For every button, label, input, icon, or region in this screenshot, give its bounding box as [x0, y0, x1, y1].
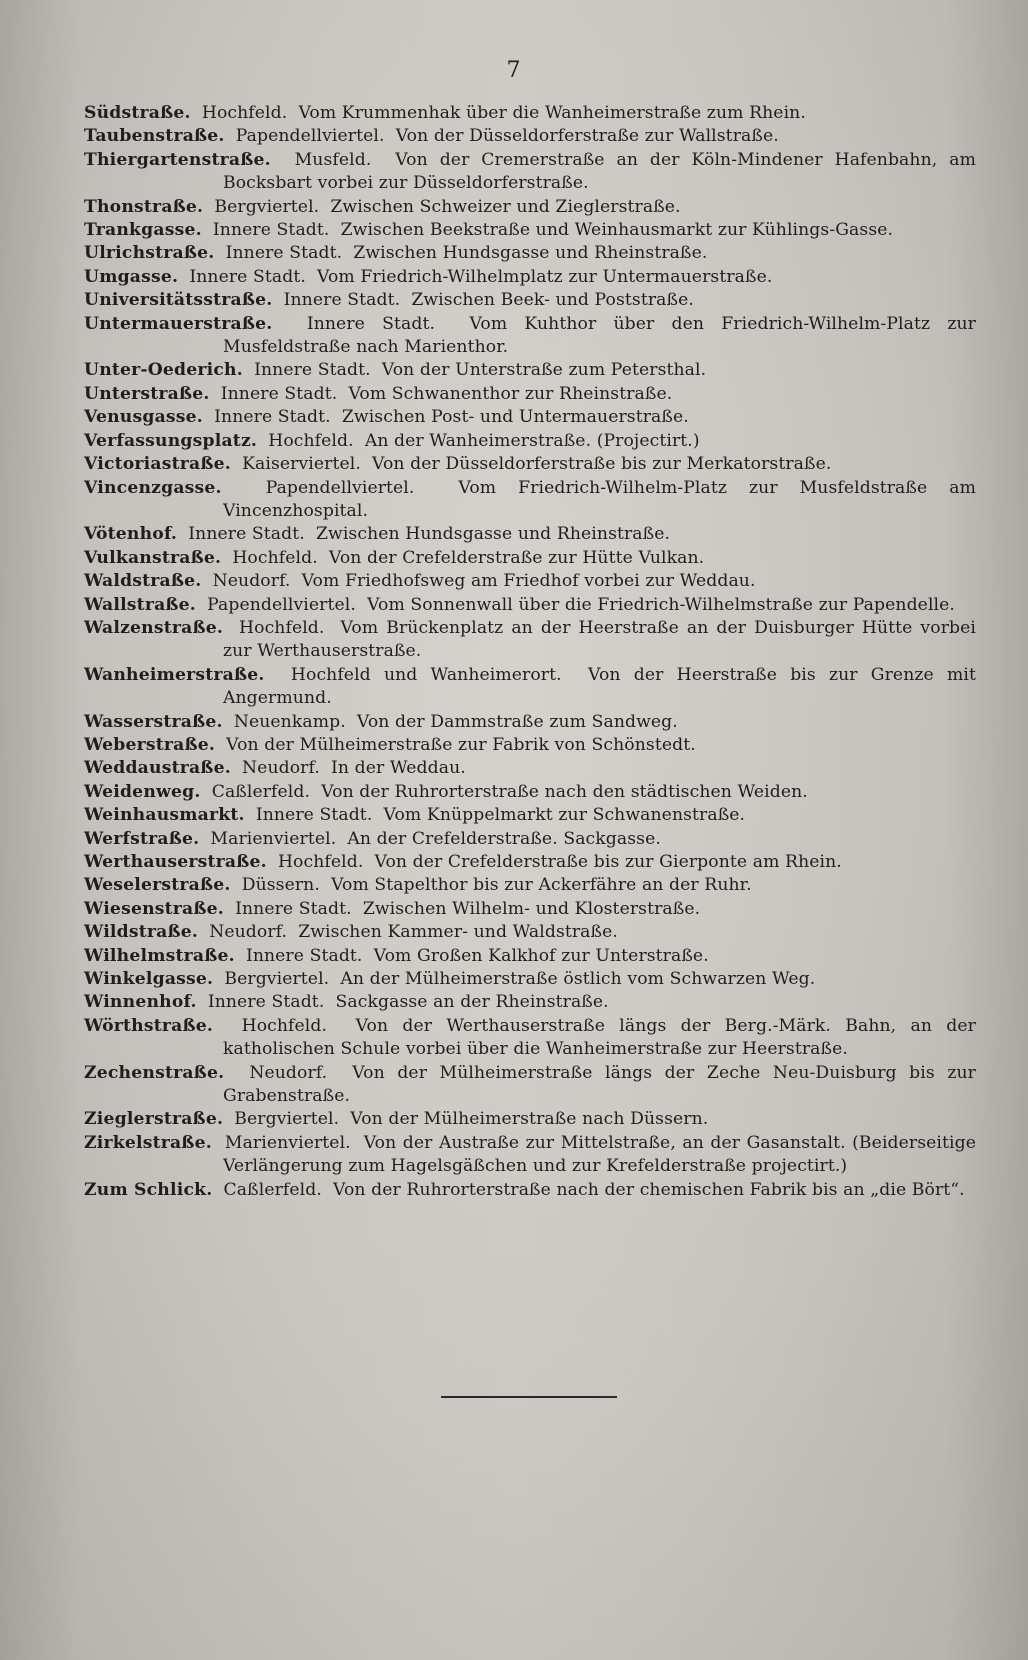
- district-name: Neudorf.: [249, 1062, 328, 1083]
- street-name: Thiergartenstraße.: [84, 149, 271, 170]
- street-description: Zwischen Wilhelm- und Klosterstraße.: [362, 898, 701, 919]
- street-description: Zwischen Beekstraße und Weinhausmarkt zur Kühlings-Gasse.: [340, 220, 894, 241]
- street-entry: [84, 594, 976, 617]
- district-name: Bergviertel.: [214, 196, 320, 217]
- street-description: Von der Düsseldorferstraße zur Wallstraße.: [395, 126, 779, 147]
- street-name: Wanheimerstraße.: [84, 664, 265, 685]
- district-name: Innere Stadt.: [245, 945, 363, 966]
- street-description: Vom Sonnenwall über die Friedrich-Wilhelmstraße zur Papendelle.: [367, 594, 955, 615]
- street-name: Weinhausmarkt.: [84, 805, 245, 826]
- street-name: Wörthstraße.: [84, 1015, 214, 1036]
- district-name: Papendellviertel.: [207, 594, 356, 615]
- street-entry: [84, 125, 976, 148]
- street-entry: [84, 313, 976, 360]
- district-name: Innere Stadt.: [235, 898, 352, 919]
- street-description: Zwischen Post- und Untermauerstraße.: [341, 407, 689, 428]
- district-name: Bergviertel.: [234, 1109, 340, 1130]
- street-entry: [84, 523, 976, 546]
- district-name: Caßlerfeld.: [211, 781, 311, 802]
- district-name: Innere Stadt.: [214, 407, 331, 428]
- street-name: Verfassungsplatz.: [84, 430, 258, 451]
- street-description: An der Mülheimerstraße östlich vom Schwarzen Weg.: [340, 969, 816, 990]
- street-description: Von der Werthauserstraße längs der Berg.-Märk. Bahn, an der katholischen Schule vorbei über die Wanheimerstraße zur Heerstraße.: [223, 1015, 976, 1060]
- street-name: Zum Schlick.: [84, 1179, 213, 1200]
- street-name: Taubenstraße.: [84, 126, 225, 147]
- street-entry: [84, 477, 976, 524]
- district-name: Bergviertel.: [224, 969, 330, 990]
- street-entry: [84, 149, 976, 196]
- district-name: Hochfeld.: [241, 1015, 328, 1036]
- street-name: Weidenweg.: [84, 781, 201, 802]
- street-entry: [84, 617, 976, 664]
- street-description: Vom Brückenplatz an der Heerstraße an der Duisburger Hütte vorbei zur Werthauserstraße.: [223, 617, 976, 662]
- street-entry: [84, 1179, 976, 1202]
- street-entry: [84, 1108, 976, 1131]
- street-description: Von der Dammstraße zum Sandweg.: [356, 711, 678, 732]
- street-name: Universitätsstraße.: [84, 290, 273, 311]
- district-name: Neuenkamp.: [233, 711, 346, 732]
- street-entry: [84, 898, 976, 921]
- street-description: Vom Krummenhak über die Wanheimerstraße zum Rhein.: [298, 103, 806, 123]
- district-name: Innere Stadt.: [189, 266, 306, 287]
- district-name: Hochfeld.: [239, 617, 325, 638]
- street-entry: [84, 406, 976, 429]
- street-entry: [84, 266, 976, 289]
- district-name: Innere Stadt.: [220, 383, 338, 404]
- street-entry: [84, 968, 976, 991]
- street-description: An der Crefelderstraße. Sackgasse.: [347, 828, 661, 849]
- street-description: Von der Mülheimerstraße nach Düssern.: [350, 1109, 709, 1130]
- street-name: Südstraße.: [84, 103, 191, 123]
- street-entry: [84, 102, 976, 125]
- street-description: Vom Friedrich-Wilhelmplatz zur Untermauerstraße.: [317, 266, 773, 287]
- district-name: Innere Stadt.: [283, 290, 401, 311]
- street-entry: [84, 874, 976, 897]
- street-description: Vom Friedhofsweg am Friedhof vorbei zur Weddau.: [301, 571, 756, 592]
- street-name: Werthauserstraße.: [84, 852, 267, 872]
- street-description: Zwischen Hundsgasse und Rheinstraße.: [315, 524, 671, 545]
- street-description: Vom Kuhthor über den Friedrich-Wilhelm-Platz zur Musfeldstraße nach Marienthor.: [223, 313, 976, 358]
- street-name: Werfstraße.: [84, 828, 200, 849]
- street-name: Unter-Oederich.: [84, 360, 243, 381]
- page-number: 7: [506, 58, 522, 83]
- district-name: Papendellviertel.: [265, 477, 415, 498]
- street-description: Von der Ruhrorterstraße nach der chemischen Fabrik bis an „die Bört“.: [333, 1179, 965, 1200]
- street-name: Trankgasse.: [84, 220, 202, 241]
- street-name: Weddaustraße.: [84, 758, 231, 779]
- street-description: Zwischen Kammer- und Waldstraße.: [298, 922, 618, 943]
- district-name: Innere Stadt.: [188, 524, 305, 545]
- street-entry: [84, 851, 976, 874]
- district-name: Hochfeld.: [201, 103, 288, 123]
- street-description: Zwischen Beek- und Poststraße.: [411, 290, 694, 311]
- district-name: Hochfeld.: [232, 547, 318, 568]
- street-entry: [84, 242, 976, 265]
- street-description: Von der Crefelderstraße zur Hütte Vulkan.: [328, 547, 705, 568]
- district-name: Innere Stadt.: [225, 243, 343, 264]
- street-name: Ulrichstraße.: [84, 243, 215, 264]
- street-name: Zieglerstraße.: [84, 1109, 224, 1130]
- street-description: Vom Großen Kalkhof zur Unterstraße.: [373, 945, 709, 966]
- street-name: Wildstraße.: [84, 922, 199, 943]
- street-description: Von der Düsseldorferstraße bis zur Merkatorstraße.: [372, 454, 832, 475]
- street-name: Vincenzgasse.: [84, 477, 222, 498]
- street-description: Zwischen Hundsgasse und Rheinstraße.: [353, 243, 708, 264]
- street-entry: [84, 945, 976, 968]
- street-entry: [84, 453, 976, 476]
- street-description: Sackgasse an der Rheinstraße.: [335, 992, 609, 1013]
- street-entry: [84, 781, 976, 804]
- street-entry: [84, 570, 976, 593]
- district-name: Düssern.: [241, 875, 320, 896]
- street-entry: [84, 547, 976, 570]
- district-name: Hochfeld.: [268, 430, 354, 451]
- street-name: Vulkanstraße.: [84, 547, 222, 568]
- street-entry: [84, 757, 976, 780]
- street-description: Vom Friedrich-Wilhelm-Platz zur Musfeldstraße am Vincenzhospital.: [223, 477, 976, 521]
- street-name: Wilhelmstraße.: [84, 945, 235, 966]
- street-description: Von der Crefelderstraße bis zur Gierponte am Rhein.: [374, 852, 842, 872]
- street-entry: [84, 196, 976, 219]
- street-entry: [84, 664, 976, 711]
- street-description: Zwischen Schweizer und Zieglerstraße.: [330, 196, 681, 217]
- street-entry: [84, 359, 976, 382]
- street-description: An der Wanheimerstraße. (Projectirt.): [364, 430, 700, 451]
- street-name: Untermauerstraße.: [84, 313, 273, 334]
- district-name: Marienviertel.: [210, 828, 337, 849]
- street-description: Vom Knüppelmarkt zur Schwanenstraße.: [383, 805, 746, 826]
- district-name: Innere Stadt.: [212, 220, 330, 241]
- street-description: Vom Stapelthor bis zur Ackerfähre an der Ruhr.: [331, 875, 752, 896]
- district-name: Neudorf.: [212, 571, 291, 592]
- street-name: Vötenhof.: [84, 524, 178, 545]
- district-name: Caßlerfeld.: [223, 1179, 322, 1200]
- district-name: Innere Stadt.: [306, 313, 436, 334]
- street-entry: [84, 991, 976, 1014]
- street-description: Von der Heerstraße bis zur Grenze mit Angermund.: [223, 664, 976, 709]
- street-name: Weselerstraße.: [84, 875, 231, 896]
- street-entry: [84, 828, 976, 851]
- street-name: Unterstraße.: [84, 383, 210, 404]
- street-name: Umgasse.: [84, 266, 179, 287]
- street-entry: [84, 383, 976, 406]
- street-entry: [84, 734, 976, 757]
- district-name: Hochfeld.: [277, 852, 364, 872]
- street-entry: [84, 219, 976, 242]
- street-name: Winkelgasse.: [84, 969, 214, 990]
- district-name: Neudorf.: [209, 922, 288, 943]
- street-entry: [84, 711, 976, 734]
- street-description: Von der Ruhrorterstraße nach den städtischen Weiden.: [321, 781, 808, 802]
- street-description: Von der Austraße zur Mittelstraße, an der Gasanstalt. (Beiderseitige Verlängerung zum Hagelsgäßchen und zur Krefelderstraße projectirt.): [223, 1132, 976, 1177]
- district-name: Innere Stadt.: [254, 360, 371, 381]
- street-entry: [84, 921, 976, 944]
- street-name: Venusgasse.: [84, 407, 203, 428]
- street-name: Winnenhof.: [84, 992, 197, 1013]
- district-name: Papendellviertel.: [235, 126, 385, 147]
- street-entry: [84, 1062, 976, 1109]
- street-description: Von der Unterstraße zum Petersthal.: [381, 360, 707, 381]
- district-name: Innere Stadt.: [255, 805, 373, 826]
- district-name: Von der Mülheimerstraße zur Fabrik von Schönstedt.: [226, 734, 696, 755]
- district-name: Hochfeld und Wanheimerort.: [290, 664, 562, 685]
- street-name: Wallstraße.: [84, 594, 196, 615]
- district-name: Kaiserviertel.: [242, 454, 361, 475]
- street-name: Wiesenstraße.: [84, 898, 224, 919]
- end-divider-rule: [441, 1396, 617, 1398]
- street-directory-list: [84, 102, 976, 1202]
- street-name: Zirkelstraße.: [84, 1132, 212, 1153]
- street-entry: [84, 289, 976, 312]
- street-description: In der Weddau.: [331, 758, 466, 779]
- street-entry: [84, 804, 976, 827]
- street-description: Von der Cremerstraße an der Köln-Mindener Hafenbahn, am Bocksbart vorbei zur Düsseldorferstraße.: [223, 149, 976, 194]
- street-name: Waldstraße.: [84, 571, 202, 592]
- district-name: Neudorf.: [242, 758, 320, 779]
- street-description: Von der Mülheimerstraße längs der Zeche Neu-Duisburg bis zur Grabenstraße.: [223, 1062, 976, 1107]
- street-name: Victoriastraße.: [84, 454, 231, 475]
- street-name: Thonstraße.: [84, 196, 204, 217]
- street-name: Weberstraße.: [84, 734, 216, 755]
- district-name: Innere Stadt.: [207, 992, 325, 1013]
- street-entry: [84, 430, 976, 453]
- street-name: Zechenstraße.: [84, 1062, 225, 1083]
- street-description: Vom Schwanenthor zur Rheinstraße.: [348, 383, 673, 404]
- street-entry: [84, 1132, 976, 1179]
- street-name: Walzenstraße.: [84, 617, 224, 638]
- street-entry: [84, 1015, 976, 1062]
- district-name: Musfeld.: [294, 149, 372, 170]
- street-name: Wasserstraße.: [84, 711, 223, 732]
- district-name: Marienviertel.: [224, 1132, 351, 1153]
